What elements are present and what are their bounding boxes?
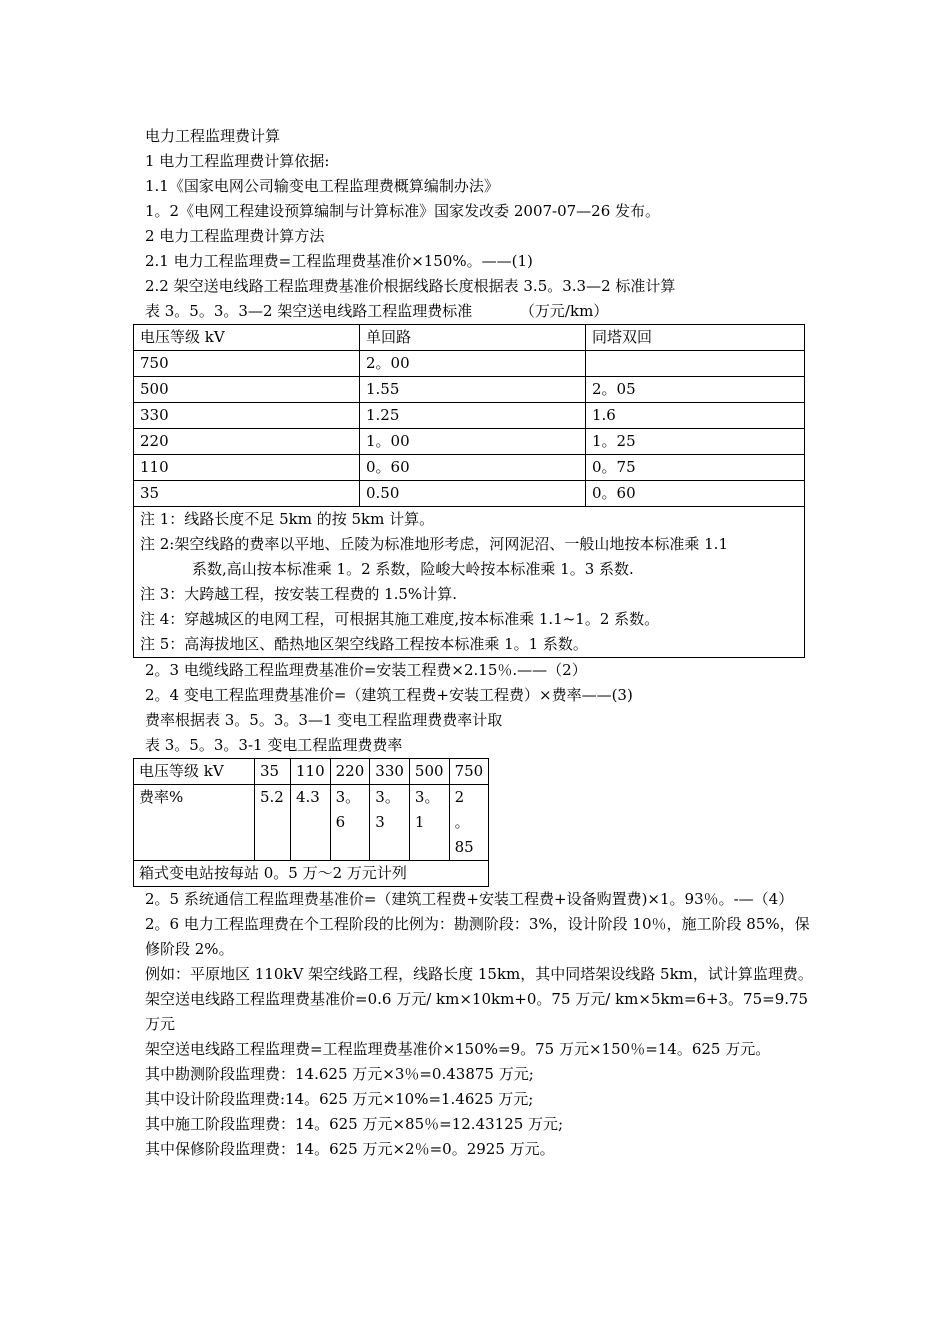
table-header-row bbox=[134, 759, 489, 785]
table-header-cell: 110 bbox=[291, 759, 331, 785]
example: 例如：平原地区 110kV 架空线路工程，线路长度 15km，其中同塔架设线路 5km，试计算监理费。 bbox=[145, 965, 813, 983]
rate-line: 3。 bbox=[414, 788, 440, 806]
para-2-2: 2.2 架空送电线路工程监理费基准价根据线路长度根据表 3.5。3.3—2 标准计算 bbox=[145, 277, 676, 295]
table-cell bbox=[330, 785, 370, 861]
table-header-cell: 750 bbox=[449, 759, 489, 785]
table-header-cell: 500 bbox=[409, 759, 449, 785]
rate-line: 5.2 bbox=[260, 788, 284, 806]
table-row bbox=[134, 377, 805, 403]
calc-warranty-stage: 其中保修阶段监理费：14。625 万元×2％=0。2925 万元。 bbox=[145, 1140, 555, 1158]
rate-line: 6 bbox=[335, 813, 346, 831]
reference-2: 1。2《电网工程建设预算编制与计算标准》国家发改委 2007-07—26 发布。 bbox=[145, 202, 661, 220]
table-header-cell: 单回路 bbox=[360, 325, 586, 351]
table-cell: 费率% bbox=[134, 785, 255, 861]
doc-title: 电力工程监理费计算 bbox=[145, 127, 281, 145]
table-cell: 1。00 bbox=[360, 429, 586, 455]
rate-line: 2 。 bbox=[454, 788, 470, 831]
table-cell: 1.55 bbox=[360, 377, 586, 403]
note-2: 注 2:架空线路的费率以平地、丘陵为标准地形考虑，河网泥沼、一般山地按本标准乘 1.1 bbox=[140, 535, 728, 553]
table2-caption: 表 3。5。3。3-1 变电工程监理费费率 bbox=[145, 736, 403, 754]
table-cell: 0。60 bbox=[360, 455, 586, 481]
table-cell: 0。75 bbox=[586, 455, 805, 481]
table-cell: 2。05 bbox=[586, 377, 805, 403]
table-footer: 箱式变电站按每站 0。5 万～2 万元计列 bbox=[134, 861, 489, 887]
table-header-cell: 电压等级 kV bbox=[134, 759, 255, 785]
table-header-cell: 35 bbox=[255, 759, 291, 785]
table-cell: 1。25 bbox=[586, 429, 805, 455]
table-substation-fee-rate bbox=[133, 758, 489, 887]
reference-1: 1.1《国家电网公司输变电工程监理费概算编制办法》 bbox=[145, 177, 499, 195]
table1-caption: 表 3。5。3。3—2 架空送电线路工程监理费标准 （万元/km） bbox=[145, 302, 609, 320]
table-cell: 1.25 bbox=[360, 403, 586, 429]
table-header-row bbox=[134, 325, 805, 351]
table-cell bbox=[449, 785, 489, 861]
table-cell bbox=[370, 785, 410, 861]
document-page bbox=[139, 124, 817, 1162]
table-row bbox=[134, 403, 805, 429]
table-cell bbox=[291, 785, 331, 861]
table-cell: 110 bbox=[134, 455, 360, 481]
table-row bbox=[134, 481, 805, 507]
note-3: 注 3：大跨越工程，按安装工程费的 1.5%计算. bbox=[140, 585, 457, 603]
table-overhead-line-fee bbox=[133, 324, 805, 658]
rate-line: 85 bbox=[454, 838, 474, 856]
para-2-3: 2。3 电缆线路工程监理费基准价=安装工程费×2.15％.——（2） bbox=[145, 661, 587, 679]
table-header-cell: 电压等级 kV bbox=[134, 325, 360, 351]
table-header-cell: 同塔双回 bbox=[586, 325, 805, 351]
table-cell: 220 bbox=[134, 429, 360, 455]
para-2-6: 2。6 电力工程监理费在个工程阶段的比例为：勘测阶段：3%，设计阶段 10％，施工阶段 85%，保修阶段 2%。 bbox=[145, 915, 810, 958]
table-cell: 35 bbox=[134, 481, 360, 507]
table-row bbox=[134, 429, 805, 455]
table-cell: 0。60 bbox=[586, 481, 805, 507]
table-header-cell: 330 bbox=[370, 759, 410, 785]
calc-design-stage: 其中设计阶段监理费:14。625 万元×10%=1.4625 万元; bbox=[145, 1090, 534, 1108]
rate-line: 3 bbox=[375, 813, 385, 831]
table-cell: 750 bbox=[134, 351, 360, 377]
table-row bbox=[134, 351, 805, 377]
table-cell: 2。00 bbox=[360, 351, 586, 377]
section-1-heading: 1 电力工程监理费计算依据: bbox=[145, 152, 330, 170]
calc-construction-stage: 其中施工阶段监理费：14。625 万元×85％=12.43125 万元; bbox=[145, 1115, 564, 1133]
rate-line: 1 bbox=[414, 813, 425, 831]
calc-survey-stage: 其中勘测阶段监理费：14.625 万元×3％=0.43875 万元; bbox=[145, 1065, 534, 1083]
note-5: 注 5：高海拔地区、酷热地区架空线路工程按本标准乘 1。1 系数。 bbox=[140, 635, 588, 653]
table-footer-row bbox=[134, 861, 489, 887]
table-cell: 1.6 bbox=[586, 403, 805, 429]
section-2-heading: 2 电力工程监理费计算方法 bbox=[145, 227, 325, 245]
table-row bbox=[134, 455, 805, 481]
rate-line: 3。 bbox=[375, 788, 400, 806]
table-cell: 500 bbox=[134, 377, 360, 403]
table-row bbox=[134, 785, 489, 861]
table-cell bbox=[409, 785, 449, 861]
para-2-4-note: 费率根据表 3。5。3。3—1 变电工程监理费费率计取 bbox=[145, 711, 503, 729]
note-4: 注 4：穿越城区的电网工程，可根据其施工难度,按本标准乘 1.1~1。2 系数。 bbox=[140, 610, 660, 628]
para-2-1: 2.1 电力工程监理费=工程监理费基准价×150%。——(1) bbox=[145, 252, 533, 270]
table-header-cell: 220 bbox=[330, 759, 370, 785]
table-cell bbox=[255, 785, 291, 861]
rate-line: 4.3 bbox=[296, 788, 320, 806]
table-notes-row bbox=[134, 507, 805, 658]
table-cell bbox=[586, 351, 805, 377]
calc-total-fee: 架空送电线路工程监理费=工程监理费基准价×150%=9。75 万元×150％=14。625 万元。 bbox=[145, 1040, 771, 1058]
rate-line: 3。 bbox=[335, 788, 361, 806]
calc-base-price: 架空送电线路工程监理费基准价=0.6 万元/ km×10km+0。75 万元/ km×5km=6+3。75=9.75 万元 bbox=[145, 990, 809, 1033]
table-notes bbox=[134, 507, 805, 658]
note-2-continued: 系数,高山按本标准乘 1。2 系数，险峻大岭按本标准乘 1。3 系数. bbox=[192, 560, 634, 578]
table-cell: 330 bbox=[134, 403, 360, 429]
para-2-5: 2。5 系统通信工程监理费基准价=（建筑工程费+安装工程费+设备购置费)×1。93％。-—（4） bbox=[145, 890, 794, 908]
note-1: 注 1：线路长度不足 5km 的按 5km 计算。 bbox=[140, 510, 435, 528]
para-2-4: 2。4 变电工程监理费基准价=（建筑工程费+安装工程费）×费率——(3) bbox=[145, 686, 633, 704]
table-cell: 0.50 bbox=[360, 481, 586, 507]
